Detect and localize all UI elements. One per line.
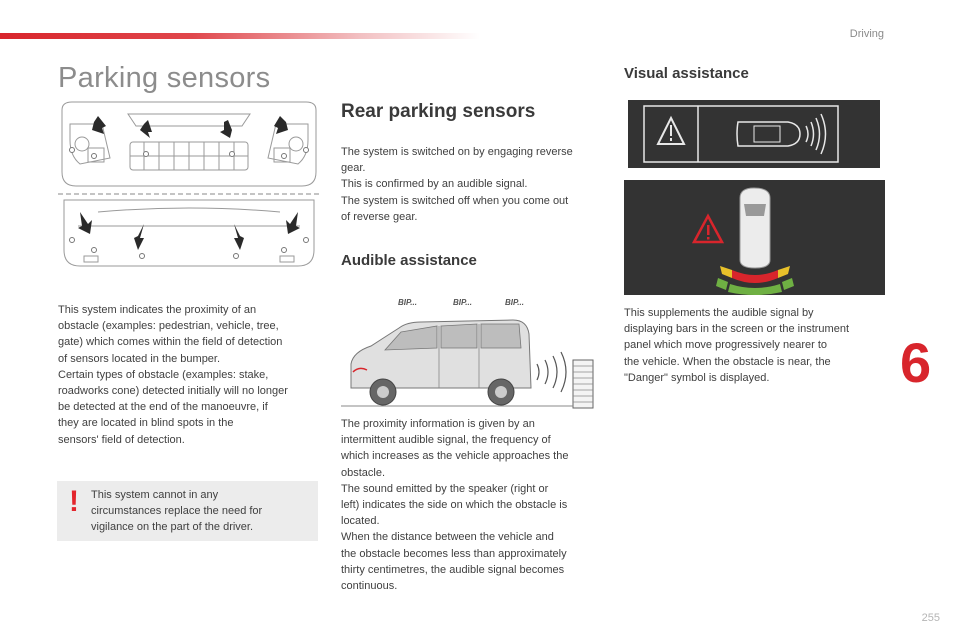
text-line: The system is switched on by engaging reverse bbox=[341, 146, 573, 158]
page-number: 255 bbox=[921, 612, 940, 624]
page-title: Parking sensors bbox=[58, 62, 271, 94]
audible-assistance-description bbox=[341, 416, 603, 594]
warning-text bbox=[91, 487, 313, 536]
visual-assistance-heading: Visual assistance bbox=[624, 65, 749, 82]
text-line: intermittent audible signal, the frequency of bbox=[341, 434, 551, 447]
text-line: of reverse gear. bbox=[341, 210, 418, 223]
text-line: panel which move progressively nearer to bbox=[624, 339, 827, 352]
text-line: obstacle (examples: pedestrian, vehicle, tree, bbox=[58, 320, 279, 333]
text-line: displaying bars in the screen or the instrument bbox=[624, 323, 850, 336]
audible-assistance-heading: Audible assistance bbox=[341, 252, 477, 269]
bip-label: BIP... bbox=[453, 298, 472, 307]
text-line: located. bbox=[341, 515, 380, 528]
system-description bbox=[58, 302, 320, 448]
text-line: This system cannot in any bbox=[91, 489, 219, 501]
rear-sensors-heading: Rear parking sensors bbox=[341, 101, 536, 122]
warning-icon: ! bbox=[69, 485, 79, 518]
text-line: they are located in blind spots in the bbox=[58, 417, 234, 430]
warning-box bbox=[57, 481, 318, 541]
text-line: thirty centimetres, the audible signal becomes bbox=[341, 563, 565, 576]
text-line: The system is switched off when you come out bbox=[341, 194, 569, 207]
section-label: Driving bbox=[849, 28, 884, 40]
visual-assistance-description bbox=[624, 305, 886, 386]
instrument-panel-display bbox=[628, 100, 880, 168]
text-line: Certain types of obstacle (examples: stake, bbox=[58, 368, 269, 381]
text-line: This supplements the audible signal by bbox=[624, 307, 814, 319]
text-line: sensors' field of detection. bbox=[58, 433, 185, 446]
text-line: continuous. bbox=[341, 580, 398, 593]
bumper-sensors-illustration bbox=[58, 100, 320, 270]
text-line: gate) which comes within the field of detection bbox=[58, 336, 283, 349]
text-line: When the distance between the vehicle and bbox=[341, 531, 554, 544]
text-line: circumstances replace the need for bbox=[91, 505, 263, 518]
van-audible-illustration bbox=[341, 292, 603, 410]
bip-label: BIP... bbox=[398, 298, 417, 307]
text-line: vigilance on the part of the driver. bbox=[91, 521, 254, 534]
screen-display-bars bbox=[624, 180, 885, 295]
text-line: the vehicle. When the obstacle is near, the bbox=[624, 355, 831, 368]
text-line: of sensors located in the bumper. bbox=[58, 352, 221, 365]
text-line: left) indicates the side on which the obstacle is bbox=[341, 499, 568, 512]
text-line: be detected at the end of the manoeuvre, if bbox=[58, 401, 268, 414]
text-line: This system indicates the proximity of an bbox=[58, 304, 257, 316]
chapter-number: 6 bbox=[900, 331, 932, 394]
rear-sensors-description bbox=[341, 144, 606, 225]
text-line: roadworks cone) detected initially will no longer bbox=[58, 385, 288, 398]
text-line: which increases as the vehicle approaches the bbox=[341, 450, 569, 463]
bip-label: BIP... bbox=[505, 298, 524, 307]
text-line: obstacle. bbox=[341, 466, 386, 479]
text-line: The sound emitted by the speaker (right or bbox=[341, 482, 549, 495]
text-line: "Danger" symbol is displayed. bbox=[624, 371, 770, 384]
text-line: The proximity information is given by an bbox=[341, 418, 535, 430]
text-line: the obstacle becomes less than approximately bbox=[341, 547, 567, 560]
text-line: gear. bbox=[341, 162, 366, 175]
text-line: This is confirmed by an audible signal. bbox=[341, 178, 528, 191]
header-accent-bar bbox=[0, 33, 480, 39]
